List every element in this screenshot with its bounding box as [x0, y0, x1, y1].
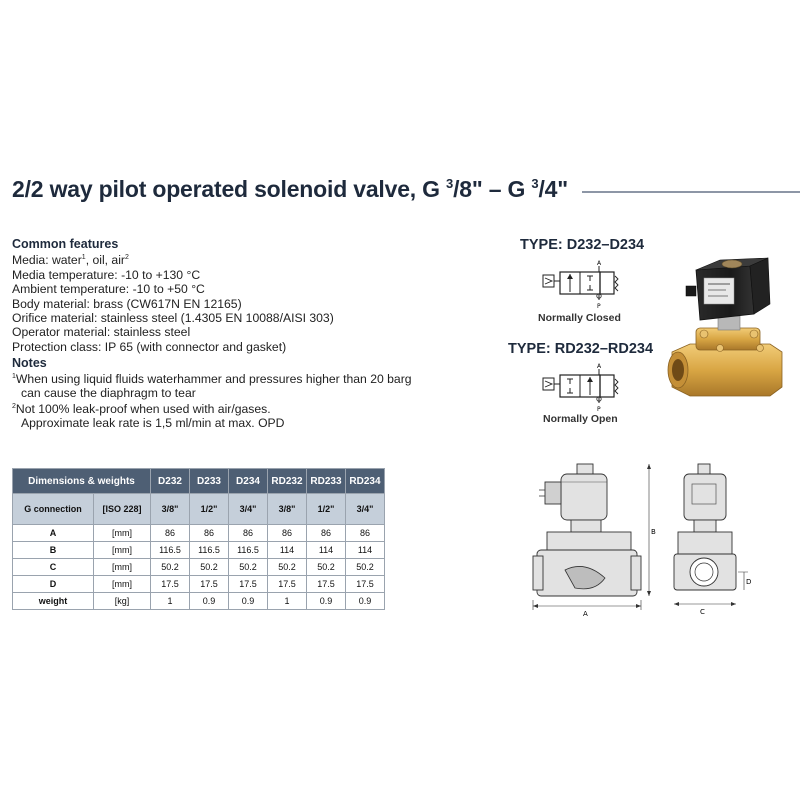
table-cell: 50.2	[346, 559, 385, 576]
feature-line: Orifice material: stainless steel (1.4305 EN 10088/AISI 303)	[12, 311, 334, 326]
table-row	[13, 559, 385, 576]
table-header: D232	[151, 469, 190, 494]
table-header: Dimensions & weights	[13, 469, 151, 494]
table-row	[13, 593, 385, 610]
row-label: D	[13, 576, 94, 593]
table-cell: 50.2	[307, 559, 346, 576]
row-label: B	[13, 542, 94, 559]
table-header: RD234	[346, 469, 385, 494]
table-cell: 1/2"	[190, 494, 229, 525]
table-cell: 116.5	[190, 542, 229, 559]
valve-product-image	[660, 252, 790, 412]
dim-a-label: A	[583, 610, 588, 618]
notes-heading: Notes	[12, 356, 47, 370]
normally-closed-symbol	[540, 258, 630, 310]
row-unit: [ISO 228]	[94, 494, 151, 525]
table-cell: 3/8"	[268, 494, 307, 525]
dimensions-table	[12, 468, 385, 610]
notes	[12, 356, 412, 430]
port-p-label: P	[597, 406, 601, 413]
normally-open-symbol	[540, 361, 630, 413]
table-cell: 1	[268, 593, 307, 610]
table-cell: 86	[307, 525, 346, 542]
front-view-drawing	[668, 460, 758, 620]
page-title: 2/2 way pilot operated solenoid valve, G $^3$/8" – G $^3$/4"	[12, 176, 568, 202]
title-rule	[582, 191, 800, 193]
table-cell: 17.5	[190, 576, 229, 593]
table-cell: 0.9	[229, 593, 268, 610]
table-cell: 114	[346, 542, 385, 559]
table-cell: 86	[190, 525, 229, 542]
table-cell: 0.9	[307, 593, 346, 610]
type-no-label: TYPE: RD232–RD234	[508, 341, 654, 357]
row-label: G connection	[13, 494, 94, 525]
type-nc-label: TYPE: D232–D234	[520, 237, 645, 253]
table-cell: 17.5	[307, 576, 346, 593]
row-unit: [mm]	[94, 542, 151, 559]
feature-media: Media: water$^1$, oil, air$^2$	[12, 253, 129, 268]
port-a-label: A	[597, 260, 602, 267]
table-cell: 3/4"	[229, 494, 268, 525]
table-cell: 114	[268, 542, 307, 559]
row-unit: [mm]	[94, 525, 151, 542]
table-row	[13, 576, 385, 593]
dim-d-label: D	[746, 578, 752, 586]
table-header: RD233	[307, 469, 346, 494]
table-row	[13, 542, 385, 559]
feature-line: Ambient temperature: -10 to +50 °C	[12, 282, 205, 297]
feature-line: Media temperature: -10 to +130 °C	[12, 267, 201, 282]
table-cell: 17.5	[151, 576, 190, 593]
table-header: RD232	[268, 469, 307, 494]
side-view-drawing	[525, 460, 660, 620]
feature-line: Protection class: IP 65 (with connector and gasket)	[12, 339, 287, 354]
table-cell: 116.5	[229, 542, 268, 559]
table-cell: 50.2	[151, 559, 190, 576]
table-cell: 50.2	[268, 559, 307, 576]
table-row	[13, 494, 385, 525]
row-unit: [kg]	[94, 593, 151, 610]
note-1-cont: can cause the diaphragm to tear	[21, 386, 196, 400]
feature-line: Operator material: stainless steel	[12, 325, 191, 340]
table-cell: 17.5	[229, 576, 268, 593]
table-cell: 1	[151, 593, 190, 610]
row-label: weight	[13, 593, 94, 610]
table-cell: 3/4"	[346, 494, 385, 525]
common-features	[12, 237, 372, 354]
table-cell: 1/2"	[307, 494, 346, 525]
table-cell: 116.5	[151, 542, 190, 559]
dim-b-label: B	[651, 528, 656, 536]
table-cell: 86	[346, 525, 385, 542]
row-label: C	[13, 559, 94, 576]
note-1: $^1$When using liquid fluids waterhammer and pressures higher than 20 barg	[12, 372, 412, 386]
table-cell: 17.5	[268, 576, 307, 593]
table-header: D233	[190, 469, 229, 494]
port-p-label: P	[597, 303, 601, 310]
row-unit: [mm]	[94, 576, 151, 593]
note-2: $^2$Not 100% leak-proof when used with air/gases.	[12, 402, 271, 416]
table-cell: 0.9	[346, 593, 385, 610]
table-cell: 50.2	[190, 559, 229, 576]
table-cell: 3/8"	[151, 494, 190, 525]
port-a-label: A	[597, 363, 602, 370]
feature-line: Body material: brass (CW617N EN 12165)	[12, 296, 242, 311]
normally-open-caption: Normally Open	[543, 413, 618, 425]
note-2-cont: Approximate leak rate is 1,5 ml/min at max. OPD	[21, 416, 285, 430]
table-cell: 0.9	[190, 593, 229, 610]
table-cell: 114	[307, 542, 346, 559]
table-header-row	[13, 469, 385, 494]
normally-closed-caption: Normally Closed	[538, 312, 621, 324]
table-cell: 17.5	[346, 576, 385, 593]
table-row	[13, 525, 385, 542]
table-cell: 86	[151, 525, 190, 542]
table-cell: 86	[268, 525, 307, 542]
row-label: A	[13, 525, 94, 542]
features-heading: Common features	[12, 237, 119, 251]
table-header: D234	[229, 469, 268, 494]
dim-c-label: C	[700, 608, 705, 616]
table-cell: 50.2	[229, 559, 268, 576]
row-unit: [mm]	[94, 559, 151, 576]
table-cell: 86	[229, 525, 268, 542]
